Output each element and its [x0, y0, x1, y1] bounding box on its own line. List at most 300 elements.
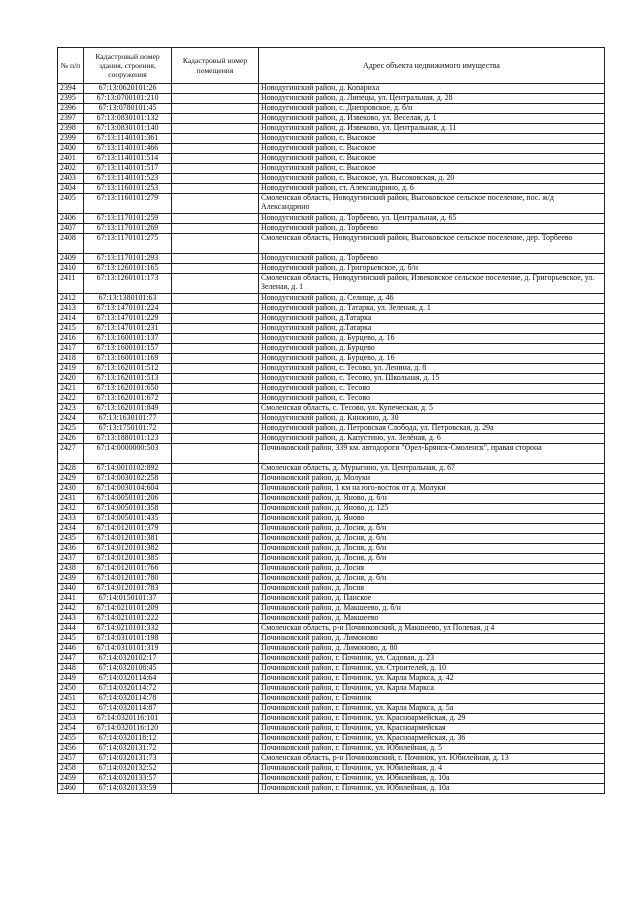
row-number: 2431 [58, 494, 84, 504]
room-cadastral-number [172, 214, 259, 224]
row-number: 2422 [58, 394, 84, 404]
property-address: Починковский район, г. Починок, ул. Карла Маркса, д. 5а [259, 704, 605, 714]
cadastral-number: 67:13:1600101:137 [84, 334, 172, 344]
cadastral-number: 67:14:0210101:222 [84, 614, 172, 624]
cadastral-number: 67:14:0030104:604 [84, 484, 172, 494]
room-cadastral-number [172, 784, 259, 794]
room-cadastral-number [172, 734, 259, 744]
room-cadastral-number [172, 754, 259, 764]
room-cadastral-number [172, 494, 259, 504]
table-row [58, 194, 605, 214]
room-cadastral-number [172, 764, 259, 774]
cadastral-number: 67:13:1600101:169 [84, 354, 172, 364]
cadastral-number: 67:13:1620101:672 [84, 394, 172, 404]
room-cadastral-number [172, 324, 259, 334]
table-row [58, 444, 605, 464]
table-row [58, 374, 605, 384]
property-address: Починковский район, д. Лимоново, д. 80 [259, 644, 605, 654]
row-number: 2437 [58, 554, 84, 564]
room-cadastral-number [172, 704, 259, 714]
table-row [58, 764, 605, 774]
cadastral-number: 67:14:0210101:209 [84, 604, 172, 614]
row-number: 2434 [58, 524, 84, 534]
property-address: Починковский район, д. Лосня, д. б/н [259, 554, 605, 564]
room-cadastral-number [172, 164, 259, 174]
row-number: 2417 [58, 344, 84, 354]
table-row [58, 744, 605, 754]
table-row [58, 134, 605, 144]
cadastral-number: 67:14:0120101:385 [84, 554, 172, 564]
property-address: Новодугинский район, д. Торбеево, ул. Центральная, д. 65 [259, 214, 605, 224]
room-cadastral-number [172, 94, 259, 104]
row-number: 2443 [58, 614, 84, 624]
row-number: 2430 [58, 484, 84, 494]
table-row [58, 774, 605, 784]
row-number: 2403 [58, 174, 84, 184]
table-row [58, 634, 605, 644]
row-number: 2428 [58, 464, 84, 474]
table-row [58, 714, 605, 724]
row-number: 2424 [58, 414, 84, 424]
table-row [58, 534, 605, 544]
table-row [58, 144, 605, 154]
cadastral-number: 67:13:1620101:849 [84, 404, 172, 414]
property-address: Починковский район, г. Починок, ул. Юбилейная, д. 10а [259, 774, 605, 784]
table-row [58, 704, 605, 714]
cadastral-number: 67:14:0320114:72 [84, 684, 172, 694]
room-cadastral-number [172, 384, 259, 394]
row-number: 2404 [58, 184, 84, 194]
room-cadastral-number [172, 484, 259, 494]
room-cadastral-number [172, 664, 259, 674]
cadastral-number: 67:14:0320131:73 [84, 754, 172, 764]
row-number: 2433 [58, 514, 84, 524]
property-address: Новодугинский район, д. Бурцево, д. 16 [259, 354, 605, 364]
table-row [58, 254, 605, 264]
table-row [58, 234, 605, 254]
room-cadastral-number [172, 574, 259, 584]
table-row [58, 214, 605, 224]
row-number: 2449 [58, 674, 84, 684]
property-address: Новодугинский район, д. Селище, д. 46 [259, 294, 605, 304]
room-cadastral-number [172, 714, 259, 724]
row-number: 2406 [58, 214, 84, 224]
cadastral-number: 67:13:1140101:466 [84, 144, 172, 154]
property-address: Починковский район, д. Макшеево, д. б/н [259, 604, 605, 614]
property-address: Новодугинский район, д. Торбеево [259, 224, 605, 234]
property-address: Починковский район, г. Починок, ул. Строителей, д. 10 [259, 664, 605, 674]
table-row [58, 174, 605, 184]
table-row [58, 224, 605, 234]
row-number: 2458 [58, 764, 84, 774]
property-address: Починковский район, г. Починок, ул. Юбилейная, д. 5 [259, 744, 605, 754]
row-number: 2400 [58, 144, 84, 154]
property-address: Починковский район, д. Молуки [259, 474, 605, 484]
room-cadastral-number [172, 634, 259, 644]
cadastral-number: 67:14:0050101:358 [84, 504, 172, 514]
cadastral-number: 67:14:0320114:87 [84, 704, 172, 714]
room-cadastral-number [172, 114, 259, 124]
table-row [58, 494, 605, 504]
property-address: Починковский район, г. Починок, ул. Юбилейная, д. 10а [259, 784, 605, 794]
row-number: 2450 [58, 684, 84, 694]
property-address: Починковский район, д. Панское [259, 594, 605, 604]
header-cadastral-building: Кадастровый номер здания, строения, сооружения [84, 48, 172, 84]
room-cadastral-number [172, 304, 259, 314]
table-row [58, 694, 605, 704]
property-address: Смоленская область, д. Мурыгино, ул. Центральная, д. 67 [259, 464, 605, 474]
header-cadastral-room: Кадастровый номер помещения [172, 48, 259, 84]
table-row [58, 344, 605, 354]
row-number: 2455 [58, 734, 84, 744]
table-row [58, 384, 605, 394]
property-address: Новодугинский район, д. Торбеево [259, 254, 605, 264]
property-address: Новодугинский район, д. Книжино, д. 30 [259, 414, 605, 424]
table-row [58, 424, 605, 434]
property-address: Новодугинский район, с. Высокое [259, 144, 605, 154]
row-number: 2421 [58, 384, 84, 394]
property-address: Смоленская область, р-н Починковский, д Макшеево, ул Полевая, д 4 [259, 624, 605, 634]
room-cadastral-number [172, 344, 259, 354]
table-row [58, 184, 605, 194]
room-cadastral-number [172, 414, 259, 424]
cadastral-number: 67:14:0310101:319 [84, 644, 172, 654]
row-number: 2395 [58, 94, 84, 104]
cadastral-number: 67:14:0120101:766 [84, 564, 172, 574]
cadastral-number: 67:13:1160101:253 [84, 184, 172, 194]
property-address: Починковский район, д. Лосня [259, 564, 605, 574]
row-number: 2420 [58, 374, 84, 384]
cadastral-number: 67:13:1140101:514 [84, 154, 172, 164]
property-address: Смоленская область, Новодугинский район, Высоковское сельское поселение, дер. Торбеево [259, 234, 605, 254]
cadastral-number: 67:14:0010102:892 [84, 464, 172, 474]
property-address: Починковский район, д. Яново, д. 125 [259, 504, 605, 514]
row-number: 2448 [58, 664, 84, 674]
property-address: Смоленская область, Новодугинский район, Высоковское сельское поселение, пос. ж/д Александрино [259, 194, 605, 214]
table-row [58, 504, 605, 514]
table-row [58, 784, 605, 794]
cadastral-number: 67:14:0320132:52 [84, 764, 172, 774]
row-number: 2423 [58, 404, 84, 414]
room-cadastral-number [172, 424, 259, 434]
table-row [58, 734, 605, 744]
property-address: Новодугинский район, д. Копариха [259, 84, 605, 94]
property-address: Новодугинский район, с. Высокое [259, 164, 605, 174]
table-row [58, 414, 605, 424]
cadastral-number: 67:14:0320118:12 [84, 734, 172, 744]
table-row [58, 304, 605, 314]
table-row [58, 564, 605, 574]
cadastral-number: 67:14:0120101:381 [84, 534, 172, 544]
property-address: Смоленская область, р-н Починковский, г. Починок, ул. Юбилейная, д. 13 [259, 754, 605, 764]
table-row [58, 84, 605, 94]
cadastral-number: 67:13:1140101:523 [84, 174, 172, 184]
cadastral-number: 67:14:0030102:258 [84, 474, 172, 484]
registry-sheet [57, 47, 604, 794]
cadastral-number: 67:13:1170101:293 [84, 254, 172, 264]
cadastral-number: 67:14:0320116:101 [84, 714, 172, 724]
property-address: Починковский район, 339 км. автодороги "Орел-Брянск-Смоленск", правая сторона [259, 444, 605, 464]
property-address: Смоленская область, с. Тесово, ул. Купеческая, д. 5 [259, 404, 605, 414]
table-row [58, 684, 605, 694]
row-number: 2416 [58, 334, 84, 344]
table-row [58, 674, 605, 684]
row-number: 2451 [58, 694, 84, 704]
table-row [58, 554, 605, 564]
cadastral-number: 67:14:0320114:64 [84, 674, 172, 684]
row-number: 2426 [58, 434, 84, 444]
room-cadastral-number [172, 544, 259, 554]
property-address: Починковский район, г. Починок, ул. Красноармейская, д. 36 [259, 734, 605, 744]
row-number: 2459 [58, 774, 84, 784]
row-number: 2453 [58, 714, 84, 724]
property-address: Починковский район, д. Лосня, д. б/н [259, 524, 605, 534]
row-number: 2411 [58, 274, 84, 294]
table-row [58, 114, 605, 124]
row-number: 2399 [58, 134, 84, 144]
cadastral-number: 67:13:1260101:173 [84, 274, 172, 294]
row-number: 2445 [58, 634, 84, 644]
room-cadastral-number [172, 334, 259, 344]
property-address: Новодугинский район, д. Извеково, ул. Центральная, д. 11 [259, 124, 605, 134]
table-row [58, 434, 605, 444]
row-number: 2409 [58, 254, 84, 264]
property-address: Починковский район, г. Починок, ул. Красноармейская, д. 29 [259, 714, 605, 724]
row-number: 2435 [58, 534, 84, 544]
property-address: Новодугинский район, с. Высокое [259, 134, 605, 144]
room-cadastral-number [172, 224, 259, 234]
table-row [58, 154, 605, 164]
row-number: 2438 [58, 564, 84, 574]
row-number: 2413 [58, 304, 84, 314]
property-address: Новодугинский район, д. Татарка, ул. Зеленая, д. 1 [259, 304, 605, 314]
cadastral-number: 67:13:1470101:229 [84, 314, 172, 324]
room-cadastral-number [172, 174, 259, 184]
cadastral-number: 67:14:0320114:78 [84, 694, 172, 704]
table-row [58, 574, 605, 584]
room-cadastral-number [172, 694, 259, 704]
cadastral-number: 67:13:0700101:210 [84, 94, 172, 104]
room-cadastral-number [172, 674, 259, 684]
room-cadastral-number [172, 444, 259, 464]
table-row [58, 584, 605, 594]
table-row [58, 664, 605, 674]
property-address: Новодугинский район, д. Бурцево [259, 344, 605, 354]
property-address: Смоленская область, Новодугинский район, Извековское сельское поселение, д. Григорьевское, ул. Зеленая, д. 1 [259, 274, 605, 294]
table-row [58, 264, 605, 274]
row-number: 2398 [58, 124, 84, 134]
cadastral-number: 67:14:0120101:382 [84, 544, 172, 554]
table-row [58, 404, 605, 414]
property-address: Новодугинский район, с. Тесово [259, 384, 605, 394]
row-number: 2407 [58, 224, 84, 234]
room-cadastral-number [172, 524, 259, 534]
room-cadastral-number [172, 604, 259, 614]
table-row [58, 394, 605, 404]
table-row [58, 514, 605, 524]
room-cadastral-number [172, 724, 259, 734]
row-number: 2460 [58, 784, 84, 794]
row-number: 2397 [58, 114, 84, 124]
property-address: Новодугинский район, д. Извеково, ул. Веселая, д. 1 [259, 114, 605, 124]
table-body [58, 84, 605, 794]
property-address: Починковский район, д. Лосня, д. б/н [259, 544, 605, 554]
row-number: 2456 [58, 744, 84, 754]
cadastral-number: 67:14:0050101:206 [84, 494, 172, 504]
property-address: Починковский район, д. Лимоново [259, 634, 605, 644]
header-address: Адрес объекта недвижимого имущества [259, 48, 605, 84]
row-number: 2444 [58, 624, 84, 634]
room-cadastral-number [172, 684, 259, 694]
table-row [58, 594, 605, 604]
property-address: Новодугинский район, с. Высокое, ул. Высоковская, д. 20 [259, 174, 605, 184]
room-cadastral-number [172, 504, 259, 514]
row-number: 2447 [58, 654, 84, 664]
property-address: Новодугинский район, ст. Александрино, д. 6 [259, 184, 605, 194]
cadastral-number: 67:13:1260101:165 [84, 264, 172, 274]
row-number: 2441 [58, 594, 84, 604]
room-cadastral-number [172, 234, 259, 254]
cadastral-number: 67:14:0320116:120 [84, 724, 172, 734]
row-number: 2414 [58, 314, 84, 324]
property-address: Починковский район, д. Лосня [259, 584, 605, 594]
room-cadastral-number [172, 144, 259, 154]
room-cadastral-number [172, 654, 259, 664]
row-number: 2410 [58, 264, 84, 274]
room-cadastral-number [172, 594, 259, 604]
cadastral-number: 67:13:1620101:513 [84, 374, 172, 384]
room-cadastral-number [172, 264, 259, 274]
room-cadastral-number [172, 194, 259, 214]
row-number: 2440 [58, 584, 84, 594]
table-row [58, 644, 605, 654]
cadastral-number: 67:14:0320133:59 [84, 784, 172, 794]
table-row [58, 604, 605, 614]
row-number: 2442 [58, 604, 84, 614]
property-address: Новодугинский район, с. Высокое [259, 154, 605, 164]
cadastral-number: 67:14:0210101:332 [84, 624, 172, 634]
row-number: 2432 [58, 504, 84, 514]
row-number: 2439 [58, 574, 84, 584]
property-address: Починковский район, г. Починок, ул. Юбилейная, д. 4 [259, 764, 605, 774]
table-row [58, 334, 605, 344]
cadastral-number: 67:13:1160101:279 [84, 194, 172, 214]
property-address: Починковский район, д. Макшеево [259, 614, 605, 624]
cadastral-number: 67:13:1470101:224 [84, 304, 172, 314]
row-number: 2412 [58, 294, 84, 304]
room-cadastral-number [172, 124, 259, 134]
property-address: Починковский район, д. Яново, д. б/н [259, 494, 605, 504]
property-address: Починковский район, г. Починок, ул. Карла Маркса, д. 42 [259, 674, 605, 684]
row-number: 2419 [58, 364, 84, 374]
room-cadastral-number [172, 534, 259, 544]
room-cadastral-number [172, 624, 259, 634]
row-number: 2457 [58, 754, 84, 764]
cadastral-number: 67:14:0310101:198 [84, 634, 172, 644]
row-number: 2429 [58, 474, 84, 484]
table-row [58, 94, 605, 104]
table-header [58, 48, 605, 84]
table-row [58, 364, 605, 374]
row-number: 2405 [58, 194, 84, 214]
room-cadastral-number [172, 644, 259, 654]
cadastral-number: 67:13:1880101:123 [84, 434, 172, 444]
property-address: Новодугинский район, д. Липецы, ул. Центральная, д. 28 [259, 94, 605, 104]
room-cadastral-number [172, 134, 259, 144]
room-cadastral-number [172, 554, 259, 564]
row-number: 2436 [58, 544, 84, 554]
property-address: Новодугинский район, д. Петровская Слобода, ул. Петровская, д. 29а [259, 424, 605, 434]
cadastral-number: 67:13:0780101:45 [84, 104, 172, 114]
property-address: Новодугинский район, д.Татарка [259, 324, 605, 334]
cadastral-number: 67:14:0120101:379 [84, 524, 172, 534]
row-number: 2446 [58, 644, 84, 654]
cadastral-number: 67:14:0320131:72 [84, 744, 172, 754]
row-number: 2401 [58, 154, 84, 164]
table-row [58, 104, 605, 114]
room-cadastral-number [172, 154, 259, 164]
cadastral-number: 67:14:0320102:17 [84, 654, 172, 664]
table-row [58, 754, 605, 764]
cadastral-number: 67:13:1140101:361 [84, 134, 172, 144]
row-number: 2402 [58, 164, 84, 174]
table-row [58, 354, 605, 364]
room-cadastral-number [172, 774, 259, 784]
property-address: Новодугинский район, с. Тесово [259, 394, 605, 404]
row-number: 2425 [58, 424, 84, 434]
cadastral-number: 67:14:0150101:37 [84, 594, 172, 604]
table-row [58, 524, 605, 534]
table-row [58, 614, 605, 624]
room-cadastral-number [172, 184, 259, 194]
table-row [58, 464, 605, 474]
table-row [58, 724, 605, 734]
property-address: Новодугинский район, с. Тесово, ул. Ленина, д. 8 [259, 364, 605, 374]
room-cadastral-number [172, 354, 259, 364]
cadastral-number: 67:13:0830101:132 [84, 114, 172, 124]
cadastral-number: 67:13:0830101:140 [84, 124, 172, 134]
cadastral-number: 67:13:1630101:77 [84, 414, 172, 424]
room-cadastral-number [172, 84, 259, 94]
property-address: Починковский район, д. Лосня, д. б/н [259, 534, 605, 544]
table-row [58, 624, 605, 634]
property-address: Новодугинский район, д.Татарка [259, 314, 605, 324]
room-cadastral-number [172, 274, 259, 294]
row-number: 2427 [58, 444, 84, 464]
room-cadastral-number [172, 314, 259, 324]
property-address: Починковский район, д. Яново [259, 514, 605, 524]
table-row [58, 324, 605, 334]
table-row [58, 484, 605, 494]
room-cadastral-number [172, 294, 259, 304]
cadastral-number: 67:13:1170101:275 [84, 234, 172, 254]
room-cadastral-number [172, 614, 259, 624]
property-address: Починковский район, г. Починок [259, 694, 605, 704]
table-row [58, 124, 605, 134]
cadastral-number: 67:14:0050101:435 [84, 514, 172, 524]
table-row [58, 544, 605, 554]
table-row [58, 274, 605, 294]
room-cadastral-number [172, 394, 259, 404]
room-cadastral-number [172, 104, 259, 114]
cadastral-number: 67:13:0620101:26 [84, 84, 172, 94]
cadastral-number: 67:13:1750101:72 [84, 424, 172, 434]
property-address: Починковский район, д. Лосня, д. б/н [259, 574, 605, 584]
cadastral-number: 67:13:1140101:517 [84, 164, 172, 174]
table-row [58, 654, 605, 664]
room-cadastral-number [172, 434, 259, 444]
room-cadastral-number [172, 564, 259, 574]
